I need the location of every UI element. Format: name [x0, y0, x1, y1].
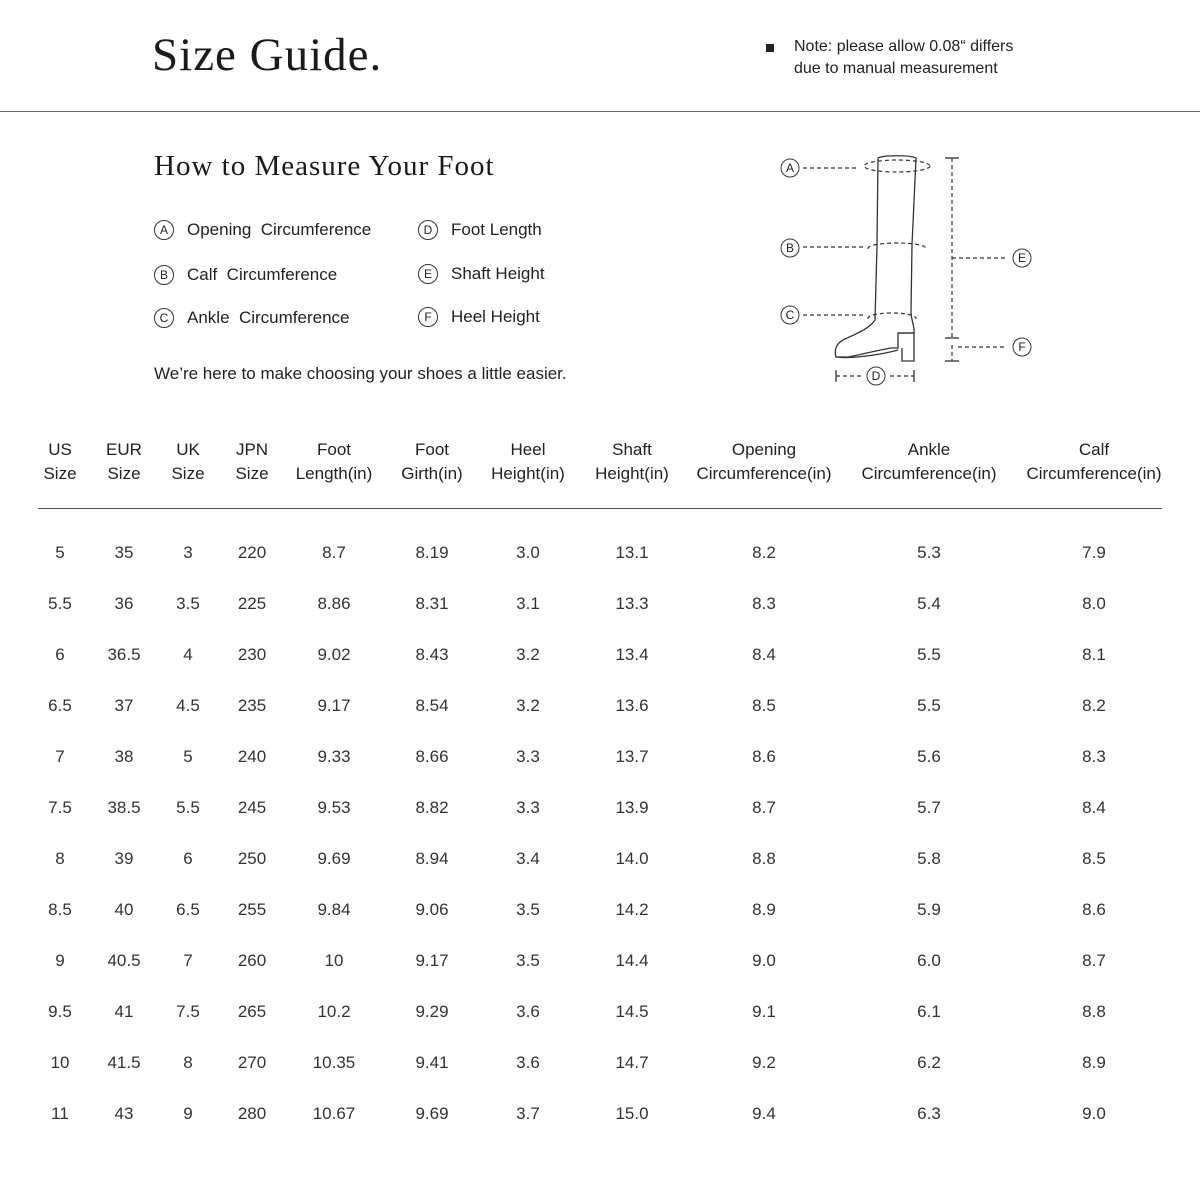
table-cell: 9.0 [752, 951, 776, 970]
legend-label: Heel Height [451, 307, 540, 326]
table-cell: 13.6 [615, 696, 649, 715]
table-cell: 9.33 [317, 747, 351, 766]
table-cell: 7 [183, 951, 193, 970]
table-cell: 8.86 [317, 594, 351, 613]
table-cell: 5 [183, 747, 193, 766]
table-cell: 8.3 [1082, 747, 1106, 766]
table-cell: 240 [237, 747, 267, 766]
table-cell: 3.6 [516, 1002, 540, 1021]
table-cell: 9.69 [415, 1104, 449, 1123]
table-cell: 13.7 [615, 747, 649, 766]
table-cell: 9.17 [415, 951, 449, 970]
table-cell: 10.67 [312, 1104, 356, 1123]
table-cell: 3.2 [516, 696, 540, 715]
table-cell: 40 [114, 900, 134, 919]
boot-icon [835, 156, 916, 361]
table-cell: 3.5 [516, 951, 540, 970]
table-cell: 4.5 [176, 696, 200, 715]
table-row [0, 847, 1200, 871]
table-cell: 8.9 [752, 900, 776, 919]
circle-b-icon: B [154, 265, 174, 285]
table-cell: 250 [237, 849, 267, 868]
circle-a-icon: A [154, 220, 174, 240]
table-row [0, 1102, 1200, 1126]
legend-item-a [154, 220, 371, 240]
table-row [0, 898, 1200, 922]
column-header-line: Shaft [612, 440, 652, 459]
table-cell: 3.5 [516, 900, 540, 919]
table-cell: 3.3 [516, 798, 540, 817]
table-cell: 15.0 [615, 1104, 649, 1123]
table-cell: 3.2 [516, 645, 540, 664]
column-header-line: Size [235, 464, 269, 483]
table-cell: 8.2 [752, 543, 776, 562]
circle-c-icon: C [154, 308, 174, 328]
table-cell: 8 [55, 849, 65, 868]
table-cell: 8.43 [415, 645, 449, 664]
table-cell: 7.9 [1082, 543, 1106, 562]
column-header-line: Circumference(in) [696, 464, 832, 483]
table-cell: 8.3 [752, 594, 776, 613]
table-cell: 225 [237, 594, 267, 613]
table-cell: 38 [114, 747, 134, 766]
column-header-line: Heel [510, 440, 546, 459]
table-cell: 41.5 [107, 1053, 141, 1072]
table-cell: 8.4 [752, 645, 776, 664]
table-cell: 5.6 [917, 747, 941, 766]
table-cell: 9.2 [752, 1053, 776, 1072]
table-cell: 9.84 [317, 900, 351, 919]
table-cell: 280 [237, 1104, 267, 1123]
table-cell: 5.4 [917, 594, 941, 613]
table-divider [38, 508, 1162, 509]
table-cell: 9.53 [317, 798, 351, 817]
table-cell: 3.4 [516, 849, 540, 868]
table-cell: 3.5 [176, 594, 200, 613]
table-cell: 10 [50, 1053, 70, 1072]
section-title: How to Measure Your Foot [154, 150, 495, 182]
table-cell: 38.5 [107, 798, 141, 817]
table-cell: 8.19 [415, 543, 449, 562]
table-cell: 5.5 [48, 594, 72, 613]
table-cell: 5 [55, 543, 65, 562]
table-cell: 3.3 [516, 747, 540, 766]
table-cell: 5.8 [917, 849, 941, 868]
circle-f-icon: F [418, 307, 438, 327]
table-cell: 6.1 [917, 1002, 941, 1021]
legend-label: Calf Circumference [187, 265, 338, 284]
diagram-label-f: F [1018, 340, 1026, 354]
table-cell: 13.3 [615, 594, 649, 613]
table-cell: 6 [183, 849, 193, 868]
column-header-line: EUR [106, 440, 142, 459]
table-cell: 8.9 [1082, 1053, 1106, 1072]
square-bullet-icon [766, 44, 774, 52]
circle-d-icon: D [418, 220, 438, 240]
table-cell: 9.06 [415, 900, 449, 919]
table-cell: 8.82 [415, 798, 449, 817]
table-cell: 8.31 [415, 594, 449, 613]
column-header-line: Calf [1078, 440, 1110, 459]
note-line-2: due to manual measurement [794, 60, 998, 77]
table-cell: 8.6 [1082, 900, 1106, 919]
table-cell: 9.41 [415, 1053, 449, 1072]
table-cell: 8.54 [415, 696, 449, 715]
column-header [1004, 438, 1184, 486]
table-cell: 5.5 [917, 645, 941, 664]
column-header-line: Foot [316, 440, 352, 459]
diagram-label-b: B [785, 241, 795, 255]
legend-label: Foot Length [451, 220, 542, 239]
column-header-line: Height(in) [595, 464, 669, 483]
table-cell: 11 [51, 1104, 69, 1123]
table-cell: 41 [114, 1002, 134, 1021]
diagram-label-c: C [785, 308, 795, 322]
table-cell: 8.7 [752, 798, 776, 817]
column-header [674, 438, 854, 486]
table-cell: 43 [114, 1104, 134, 1123]
column-header-line: Circumference(in) [1026, 464, 1162, 483]
table-cell: 10 [324, 951, 344, 970]
column-header-line: UK [176, 440, 200, 459]
table-cell: 8.5 [48, 900, 72, 919]
legend-item-d [418, 220, 542, 240]
column-header-line: Girth(in) [401, 464, 463, 483]
table-cell: 9.0 [1082, 1104, 1106, 1123]
table-cell: 8.94 [415, 849, 449, 868]
table-cell: 5.9 [917, 900, 941, 919]
column-header-line: Opening [731, 440, 797, 459]
table-cell: 5.5 [176, 798, 200, 817]
table-cell: 270 [237, 1053, 267, 1072]
table-cell: 6.0 [917, 951, 941, 970]
table-cell: 220 [237, 543, 267, 562]
table-cell: 9 [55, 951, 65, 970]
table-row [0, 541, 1200, 565]
table-cell: 5.5 [917, 696, 941, 715]
table-row [0, 1051, 1200, 1075]
table-cell: 6.5 [48, 696, 72, 715]
table-row [0, 796, 1200, 820]
table-cell: 10.35 [312, 1053, 356, 1072]
column-header-line: US [48, 440, 72, 459]
table-cell: 235 [237, 696, 267, 715]
table-cell: 7 [55, 747, 65, 766]
circle-e-icon: E [418, 264, 438, 284]
table-cell: 8.2 [1082, 696, 1106, 715]
column-header-line: Size [171, 464, 205, 483]
column-header-line: Height(in) [491, 464, 565, 483]
table-cell: 9 [183, 1104, 193, 1123]
table-cell: 8.0 [1082, 594, 1106, 613]
table-cell: 6 [55, 645, 65, 664]
table-cell: 260 [237, 951, 267, 970]
table-row [0, 1000, 1200, 1024]
column-header-line: Foot [414, 440, 450, 459]
table-cell: 13.1 [615, 543, 649, 562]
header-divider [0, 111, 1200, 112]
table-cell: 7.5 [48, 798, 72, 817]
table-cell: 8.7 [322, 543, 346, 562]
table-row [0, 694, 1200, 718]
legend-item-c [154, 308, 350, 328]
note-line-1: Note: please allow 0.08“ differs [794, 38, 1014, 55]
table-cell: 9.17 [317, 696, 351, 715]
page-title: Size Guide. [152, 29, 383, 81]
table-row [0, 592, 1200, 616]
legend-label: Shaft Height [451, 264, 545, 283]
table-cell: 37 [114, 696, 134, 715]
table-cell: 7.5 [176, 1002, 200, 1021]
table-cell: 13.9 [615, 798, 649, 817]
tagline: We’re here to make choosing your shoes a little easier. [154, 364, 567, 383]
table-cell: 8.5 [752, 696, 776, 715]
table-cell: 5.7 [917, 798, 941, 817]
column-header-line: Length(in) [295, 464, 373, 483]
diagram-label-d: D [871, 369, 881, 383]
table-cell: 8.6 [752, 747, 776, 766]
table-cell: 14.4 [615, 951, 649, 970]
table-cell: 4 [183, 645, 193, 664]
table-cell: 40.5 [107, 951, 141, 970]
table-cell: 14.7 [615, 1053, 649, 1072]
table-cell: 14.0 [615, 849, 649, 868]
table-cell: 10.2 [317, 1002, 351, 1021]
table-cell: 245 [237, 798, 267, 817]
table-cell: 39 [114, 849, 134, 868]
table-cell: 3 [183, 543, 193, 562]
table-cell: 6.3 [917, 1104, 941, 1123]
column-header-line: JPN [235, 440, 269, 459]
diagram-label-a: A [785, 161, 795, 175]
column-header-line: Circumference(in) [861, 464, 997, 483]
table-cell: 8.5 [1082, 849, 1106, 868]
table-row [0, 949, 1200, 973]
column-header [839, 438, 1019, 486]
table-cell: 9.1 [752, 1002, 776, 1021]
table-cell: 5.3 [917, 543, 941, 562]
legend-item-f [418, 307, 540, 327]
table-cell: 14.2 [615, 900, 649, 919]
table-cell: 35 [114, 543, 134, 562]
table-cell: 8 [183, 1053, 193, 1072]
table-cell: 230 [237, 645, 267, 664]
table-row [0, 745, 1200, 769]
table-cell: 255 [237, 900, 267, 919]
table-cell: 3.1 [516, 594, 540, 613]
table-cell: 265 [237, 1002, 267, 1021]
column-header-line: Ankle [907, 440, 951, 459]
table-cell: 8.4 [1082, 798, 1106, 817]
table-cell: 8.66 [415, 747, 449, 766]
table-cell: 3.0 [516, 543, 540, 562]
table-cell: 9.69 [317, 849, 351, 868]
table-cell: 3.7 [516, 1104, 540, 1123]
table-cell: 9.02 [317, 645, 351, 664]
table-cell: 9.4 [752, 1104, 776, 1123]
table-cell: 9.5 [48, 1002, 72, 1021]
table-row [0, 643, 1200, 667]
column-header-line: Size [107, 464, 141, 483]
legend-item-b [154, 265, 337, 285]
table-cell: 14.5 [615, 1002, 649, 1021]
table-cell: 6.5 [176, 900, 200, 919]
table-cell: 3.6 [516, 1053, 540, 1072]
legend-label: Ankle Circumference [187, 308, 350, 327]
table-cell: 36 [114, 594, 134, 613]
table-cell: 8.8 [1082, 1002, 1106, 1021]
table-cell: 13.4 [615, 645, 649, 664]
column-header-line: Size [43, 464, 77, 483]
table-cell: 6.2 [917, 1053, 941, 1072]
boot-measurement-diagram [770, 145, 1050, 395]
table-cell: 9.29 [415, 1002, 449, 1021]
legend-label: Opening Circumference [187, 220, 372, 239]
diagram-label-e: E [1017, 251, 1027, 265]
table-cell: 8.7 [1082, 951, 1106, 970]
table-cell: 8.1 [1082, 645, 1106, 664]
table-cell: 36.5 [107, 645, 141, 664]
opening-ellipse [864, 160, 930, 172]
legend-item-e [418, 264, 545, 284]
table-cell: 8.8 [752, 849, 776, 868]
